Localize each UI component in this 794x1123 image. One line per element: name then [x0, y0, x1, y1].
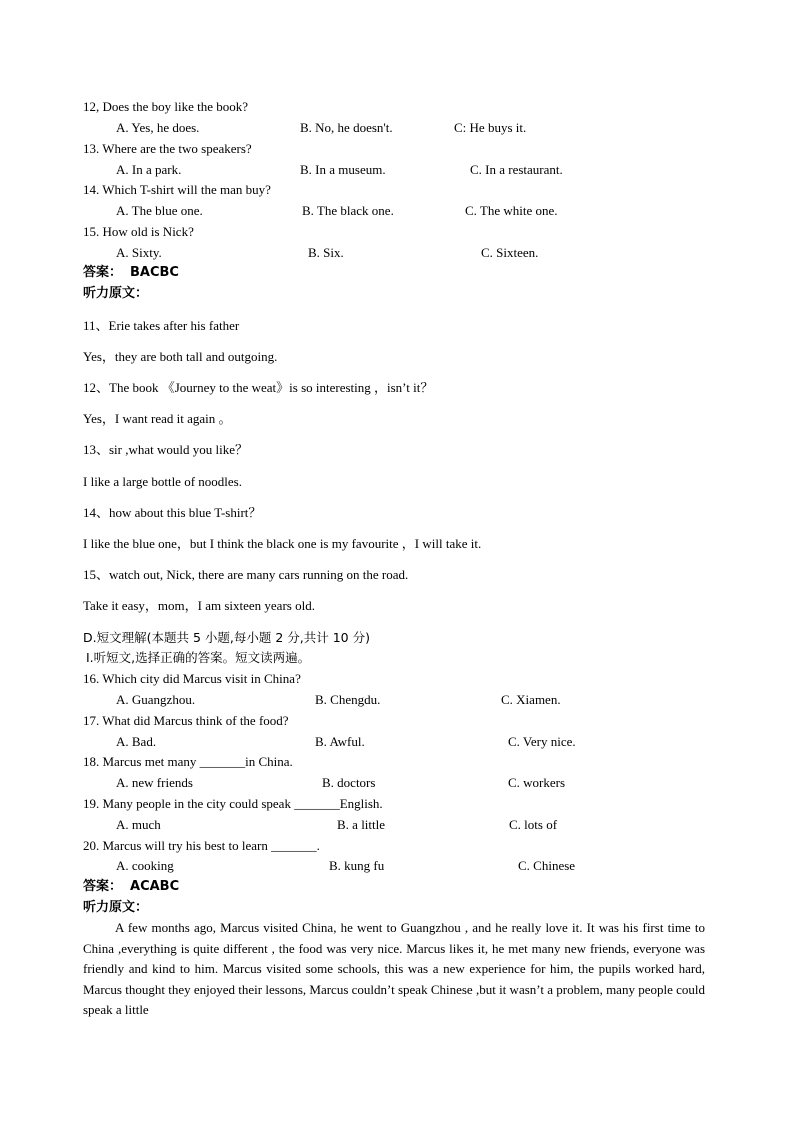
transcript-label: 听力原文： [83, 900, 149, 915]
question-14-text: 14. Which T-shirt will the man buy? [83, 182, 271, 197]
transcript-line: Yes，I want read it again 。 [83, 411, 232, 426]
question-16-option-b: B. Chengdu. [315, 692, 381, 707]
transcript-line: I like the blue one，but I think the black one is my favourite ，I will take it. [83, 536, 482, 551]
question-19-option-a: A. much [116, 817, 161, 832]
transcript-line: 15、watch out, Nick, there are many cars running on the road. [83, 567, 409, 582]
question-16-text: 16. Which city did Marcus visit in China? [83, 671, 301, 686]
question-19-option-b: B. a little [337, 817, 386, 832]
question-19-option-c: C. lots of [509, 817, 558, 832]
transcript-line: I like a large bottle of noodles. [83, 474, 242, 489]
question-14-option-b: B. The black one. [302, 203, 394, 218]
answer-line-1 [83, 265, 179, 281]
question-18-text: 18. Marcus met many _______in China. [83, 754, 293, 769]
question-18-option-c: C. workers [508, 775, 566, 790]
question-15-text: 15. How old is Nick? [83, 224, 194, 239]
question-12-option-c: C: He buys it. [454, 120, 527, 135]
question-13-option-c: C. In a restaurant. [470, 162, 563, 177]
question-12-text: 12, Does the boy like the book? [83, 99, 248, 114]
transcript-line: 13、sir ,what would you like？ [83, 442, 249, 457]
answer-value: ACABC [130, 879, 180, 894]
transcript-line: 12、The book 《Journey to the weat》is so interesting ，isn’t it？ [83, 380, 434, 395]
question-20-option-c: C. Chinese [518, 858, 576, 873]
question-15-option-b: B. Six. [308, 245, 344, 260]
question-14-option-a: A. The blue one. [116, 203, 203, 218]
question-16-option-a: A. Guangzhou. [116, 692, 196, 707]
transcript-line: 11、Erie takes after his father [83, 318, 240, 333]
transcript-line: 14、how about this blue T-shirt？ [83, 505, 262, 520]
question-17-text: 17. What did Marcus think of the food? [83, 713, 289, 728]
question-20-text: 20. Marcus will try his best to learn _______. [83, 838, 320, 853]
question-19-text: 19. Many people in the city could speak _______English. [83, 796, 383, 811]
question-12-option-b: B. No, he doesn't. [300, 120, 393, 135]
transcript-line: Yes，they are both tall and outgoing. [83, 349, 278, 364]
question-18-option-b: B. doctors [322, 775, 376, 790]
answer-line-2 [83, 879, 179, 895]
question-17-option-c: C. Very nice. [508, 734, 576, 749]
transcript-label: 听力原文： [83, 286, 149, 301]
answer-value: BACBC [130, 265, 179, 280]
question-20-option-a: A. cooking [116, 858, 174, 873]
transcript-line: Take it easy，mom，I am sixteen years old. [83, 598, 315, 613]
question-20-option-b: B. kung fu [329, 858, 385, 873]
question-15-option-a: A. Sixty. [116, 245, 162, 260]
answer-label: 答案： [83, 879, 123, 894]
question-17-option-a: A. Bad. [116, 734, 157, 749]
section-d-heading: D.短文理解(本题共 5 小题,每小题 2 分,共计 10 分) [83, 630, 370, 645]
question-13-option-b: B. In a museum. [300, 162, 386, 177]
transcript-passage: A few months ago, Marcus visited China, he went to Guangzhou , and he really love it. It was his first time to China ,everything is quite different , the food was very nice. Marcus likes it, he met many new friends, everyone was friendly and kind to him. Marcus visited some schools, this was a new experience for him, the pupils worked hard, Marcus thought they enjoyed their lessons, Marcus couldn’t speak Chinese ,but it wasn’t a problem, many people could speak a little [83, 920, 705, 1018]
question-12-option-a: A. Yes, he does. [116, 120, 200, 135]
question-13-text: 13. Where are the two speakers? [83, 141, 252, 156]
answer-label: 答案： [83, 265, 123, 280]
section-d-instruction: Ⅰ.听短文,选择正确的答案。短文读两遍。 [86, 650, 311, 665]
question-18-option-a: A. new friends [116, 775, 193, 790]
question-14-option-c: C. The white one. [465, 203, 558, 218]
question-15-option-c: C. Sixteen. [481, 245, 539, 260]
question-16-option-c: C. Xiamen. [501, 692, 561, 707]
question-13-option-a: A. In a park. [116, 162, 182, 177]
question-17-option-b: B. Awful. [315, 734, 365, 749]
